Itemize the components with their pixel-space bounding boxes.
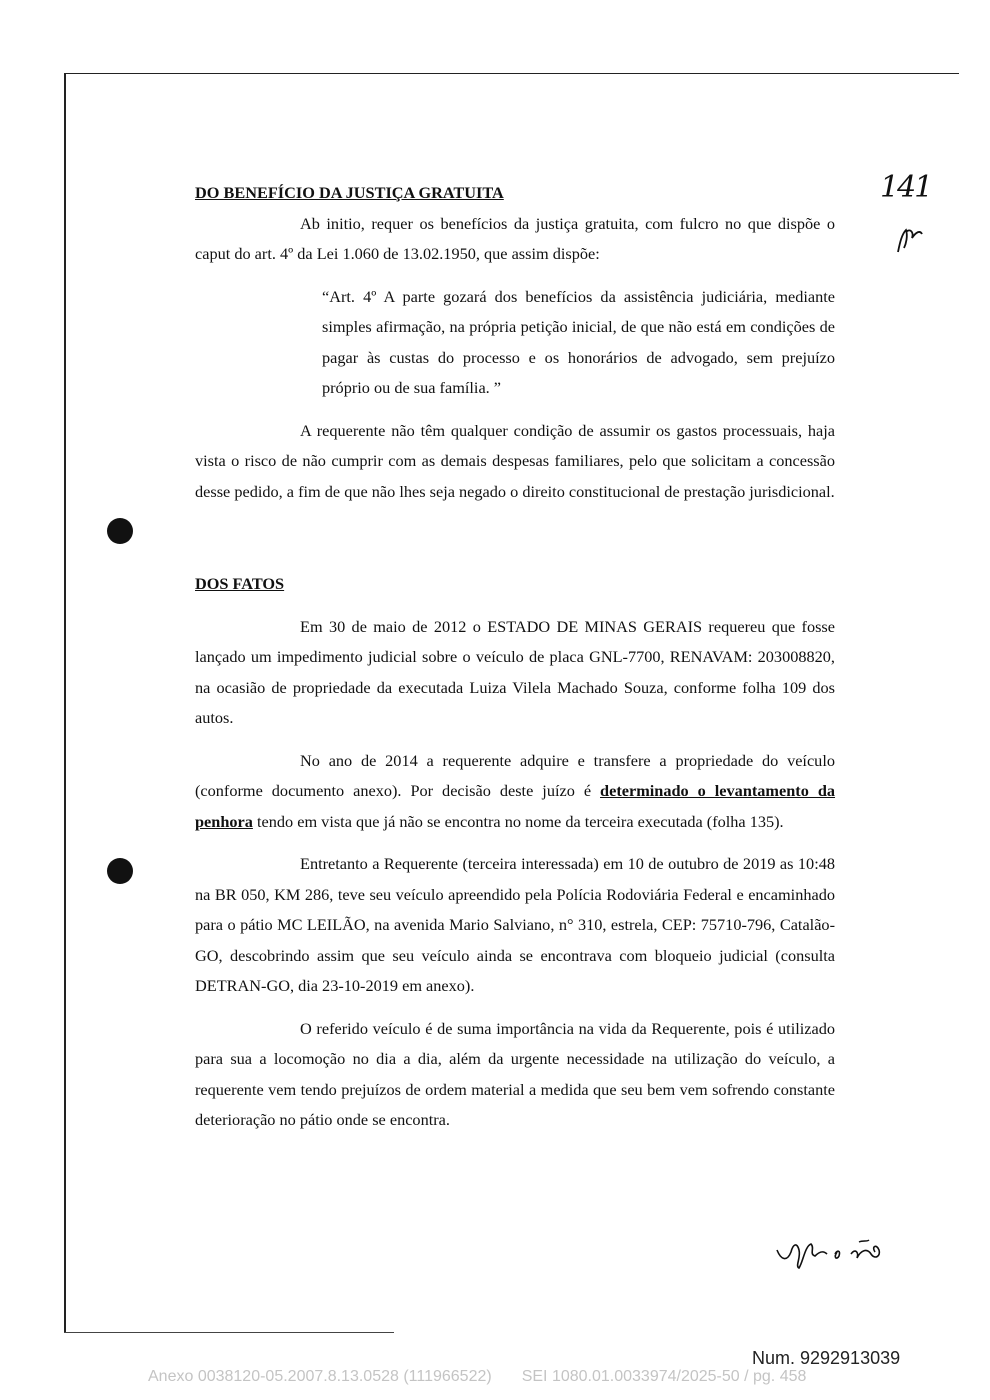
paragraph-fatos-3: Entretanto a Requerente (terceira interessada) em 10 de outubro de 2019 as 10:48 na BR 050, KM 286, teve seu veículo apreendido pela Polícia Rodoviária Federal e encaminhado para o pátio MC LEILÃO, na avenida Mario Salviano, n° 310, estrela, CEP: 75710-796, Catalão-GO, descobrindo assim que seu veículo ainda se encontrava com bloqueio judicial (consulta DETRAN-GO, dia 23-10-2019 em anexo). <box>195 854 835 995</box>
paragraph-fatos-2 <box>195 746 835 838</box>
paragraph-fatos-1: Em 30 de maio de 2012 o ESTADO DE MINAS GERAIS requereu que fosse lançado um impedimento judicial sobre o veículo de placa GNL-7700, RENAVAM: 203008820, na ocasião de propriedade da executada Luiza Vilela Machado Souza, conforme folha 109 dos autos. <box>195 616 835 727</box>
handwritten-initials <box>892 222 928 262</box>
footer-annex-reference: Anexo 0038120-05.2007.8.13.0528 (111966522) <box>148 1368 492 1385</box>
document-body <box>195 178 835 1136</box>
punch-hole-lower <box>107 858 133 884</box>
paragraph-fatos-2-end: tendo em vista que já não se encontra no nome da terceira executada (folha 135). <box>252 811 784 831</box>
quote-art-4: “Art. 4º A parte gozará dos benefícios da assistência judiciária, mediante simples afirmação, na própria petição inicial, de que não está em condições de pagar às custas do processo e os honorários de advogado, sem prejuízo próprio ou de sua família. ” <box>322 286 835 397</box>
signature-scribble-icon <box>775 1232 895 1272</box>
paragraph-fatos-2-start: No ano de 2014 a requerente adquire e transfere a propriedade do veículo (conforme documento anexo). Por decisão deste juízo é <box>195 750 835 800</box>
footer-sei-reference: SEI 1080.01.0033974/2025-50 / pg. 458 <box>521 1368 807 1385</box>
page-frame-top-line <box>64 73 959 74</box>
page-frame-bottom-line <box>64 1332 394 1333</box>
handwritten-signature <box>775 1232 895 1272</box>
paragraph-fatos-4: O referido veículo é de suma importância na vida da Requerente, pois é utilizado para sua a locomoção no dia a dia, além da urgente necessidade na utilização do veículo, a requerente vem tendo prejuízos de ordem material a medida que seu bem vem sofrendo constante deterioração no pátio onde se encontra. <box>195 1018 835 1129</box>
punch-hole-upper <box>107 518 133 544</box>
handwritten-folio-number: 141 <box>880 170 932 205</box>
footer-watermark <box>148 1368 806 1386</box>
section-heading-beneficio: DO BENEFÍCIO DA JUSTIÇA GRATUITA <box>195 183 504 202</box>
page-frame-left-line <box>64 73 66 1333</box>
paragraph-beneficio-1: Ab initio, requer os benefícios da justiça gratuita, com fulcro no que dispõe o caput do art. 4º da Lei 1.060 de 13.02.1950, que assim dispõe: <box>195 213 835 263</box>
initials-scribble-icon <box>892 222 928 256</box>
paragraph-beneficio-2: A requerente não têm qualquer condição de assumir os gastos processuais, haja vista o risco de não cumprir com as demais despesas familiares, pelo que solicitam a concessão desse pedido, a fim de que não lhes seja negado o direito constitucional de prestação jurisdicional. <box>195 420 835 501</box>
emphasis-levantamento-penhora: determinado o levantamento da penhora <box>195 781 836 831</box>
document-number: Num. 9292913039 <box>752 1348 901 1368</box>
section-heading-fatos: DOS FATOS <box>195 574 285 593</box>
